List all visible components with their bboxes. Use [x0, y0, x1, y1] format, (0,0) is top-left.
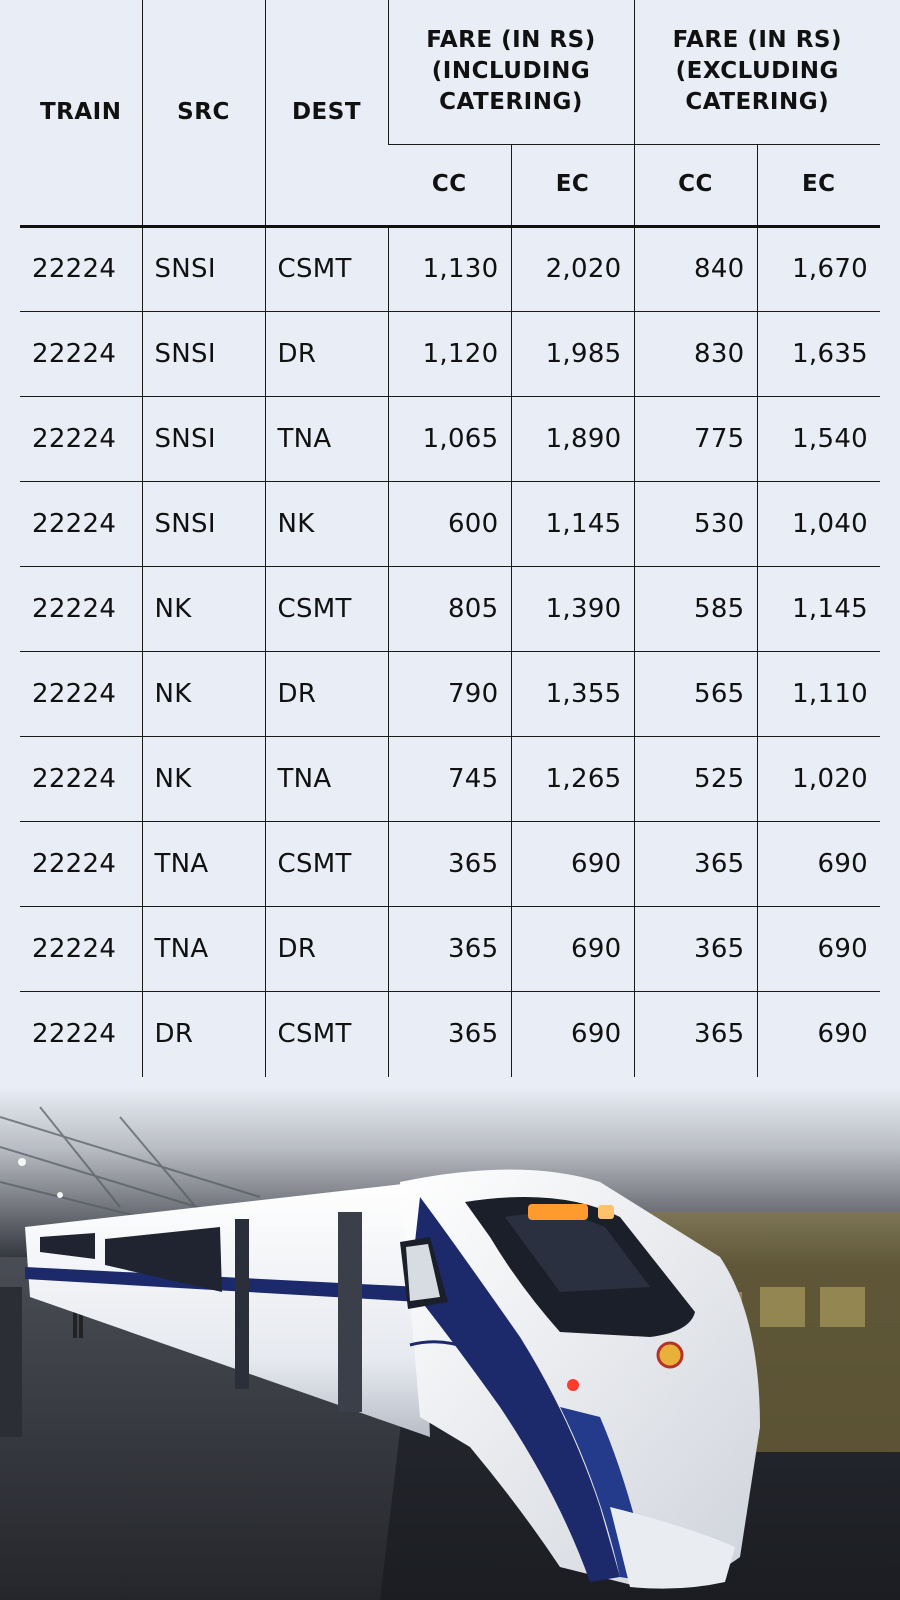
header-fare-excluding-line-1: FARE (IN RS)	[672, 27, 842, 54]
cell-inc-ec: 1,890	[511, 396, 634, 481]
cell-train: 22224	[20, 566, 142, 651]
header-inc-cc: CC	[388, 144, 511, 226]
cell-inc-cc: 805	[388, 566, 511, 651]
cell-exc-cc: 565	[634, 651, 757, 736]
header-fare-including-line-3: CATERING)	[439, 89, 583, 116]
cell-inc-cc: 1,065	[388, 396, 511, 481]
cell-dest: TNA	[265, 396, 388, 481]
cell-exc-cc: 585	[634, 566, 757, 651]
cell-train: 22224	[20, 736, 142, 821]
cell-inc-cc: 365	[388, 906, 511, 991]
cell-src: NK	[142, 736, 265, 821]
cell-dest: DR	[265, 651, 388, 736]
cell-inc-ec: 690	[511, 906, 634, 991]
cell-dest: CSMT	[265, 821, 388, 906]
cell-exc-ec: 1,540	[757, 396, 880, 481]
cell-inc-ec: 1,355	[511, 651, 634, 736]
cell-dest: DR	[265, 906, 388, 991]
table-row	[20, 226, 880, 311]
cell-inc-cc: 365	[388, 821, 511, 906]
header-src: SRC	[142, 0, 265, 226]
coach-door	[235, 1219, 249, 1389]
cell-dest: DR	[265, 311, 388, 396]
header-fare-excluding-line-3: CATERING)	[685, 89, 830, 116]
cell-src: TNA	[142, 906, 265, 991]
cell-train: 22224	[32, 1019, 117, 1050]
cell-exc-cc: 775	[634, 396, 757, 481]
table-row	[20, 991, 880, 1077]
cell-exc-ec: 690	[757, 991, 880, 1077]
table-row	[20, 906, 880, 991]
trolley	[0, 1287, 22, 1437]
cell-inc-cc: 365	[388, 991, 511, 1077]
fare-table-body	[20, 226, 880, 1077]
header-fare-including	[388, 0, 634, 144]
roof-lamp	[18, 1158, 26, 1166]
cell-inc-ec: 1,265	[511, 736, 634, 821]
cell-dest: CSMT	[265, 991, 388, 1077]
cell-exc-ec: 1,110	[757, 651, 880, 736]
cell-inc-ec: 1,145	[511, 481, 634, 566]
cell-src: TNA	[142, 821, 265, 906]
cell-inc-cc: 1,120	[388, 311, 511, 396]
roof-lamp	[57, 1192, 63, 1198]
header-dest: DEST	[265, 0, 388, 226]
headlight-icon	[528, 1204, 588, 1220]
tail-lamp-icon	[567, 1379, 579, 1391]
cell-inc-ec: 690	[511, 821, 634, 906]
cell-exc-cc: 530	[634, 481, 757, 566]
cell-train: 22224	[20, 396, 142, 481]
cell-exc-cc: 365	[634, 991, 757, 1077]
table-row	[20, 736, 880, 821]
cell-src: SNSI	[142, 481, 265, 566]
cell-inc-ec: 1,390	[511, 566, 634, 651]
cell-src: SNSI	[142, 396, 265, 481]
cell-exc-cc: 365	[634, 821, 757, 906]
header-exc-cc: CC	[634, 144, 757, 226]
header-fare-excluding-line-2: (EXCLUDING	[675, 58, 839, 85]
header-fare-excluding	[634, 0, 880, 144]
cell-train: 22224	[20, 651, 142, 736]
cell-exc-cc: 525	[634, 736, 757, 821]
cell-inc-cc: 745	[388, 736, 511, 821]
cell-train: 22224	[20, 906, 142, 991]
train-photo	[0, 1087, 900, 1600]
cell-dest: NK	[265, 481, 388, 566]
cell-src: SNSI	[142, 226, 265, 311]
header-inc-ec: EC	[511, 144, 634, 226]
headlight-icon	[598, 1205, 614, 1219]
cell-inc-cc: 790	[388, 651, 511, 736]
cell-train: 22224	[20, 481, 142, 566]
table-row	[20, 566, 880, 651]
emblem-icon	[658, 1343, 682, 1367]
cell-exc-cc: 830	[634, 311, 757, 396]
table-row	[20, 821, 880, 906]
header-fare-including-line-1: FARE (IN RS)	[426, 27, 596, 54]
cell-inc-ec: 1,985	[511, 311, 634, 396]
cell-dest: TNA	[265, 736, 388, 821]
cell-train: 22224	[20, 821, 142, 906]
cell-dest: CSMT	[265, 566, 388, 651]
cell-exc-cc: 365	[634, 906, 757, 991]
table-row	[20, 481, 880, 566]
table-row	[20, 311, 880, 396]
cell-exc-cc: 840	[634, 226, 757, 311]
cell-src: SNSI	[142, 311, 265, 396]
cell-train: 22224	[20, 311, 142, 396]
header-fare-including-line-2: (INCLUDING	[431, 58, 591, 85]
cell-exc-ec: 1,040	[757, 481, 880, 566]
cell-src: DR	[142, 991, 265, 1077]
cell-src: NK	[142, 566, 265, 651]
cell-inc-cc: 1,130	[388, 226, 511, 311]
cell-dest: CSMT	[265, 226, 388, 311]
cell-exc-ec: 690	[757, 821, 880, 906]
cell-exc-ec: 1,670	[757, 226, 880, 311]
cell-exc-ec: 1,020	[757, 736, 880, 821]
cell-exc-ec: 690	[757, 906, 880, 991]
cell-train: 22224	[20, 226, 142, 311]
header-exc-ec: EC	[757, 144, 880, 226]
cell-inc-ec: 2,020	[511, 226, 634, 311]
fare-table	[20, 0, 880, 1077]
cell-exc-ec: 1,635	[757, 311, 880, 396]
table-row	[20, 651, 880, 736]
cell-inc-cc: 600	[388, 481, 511, 566]
coach-door	[338, 1212, 362, 1412]
table-row	[20, 396, 880, 481]
cell-src: NK	[142, 651, 265, 736]
cell-exc-ec: 1,145	[757, 566, 880, 651]
cell-inc-ec: 690	[511, 991, 634, 1077]
header-train: TRAIN	[20, 0, 142, 226]
